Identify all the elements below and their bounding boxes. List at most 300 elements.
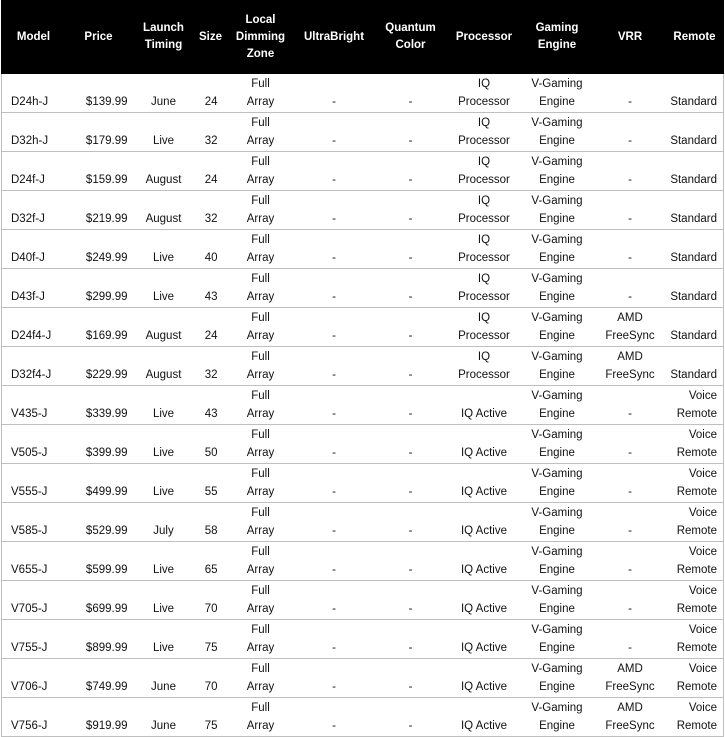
table-row: [2, 308, 724, 347]
cell-remote: [666, 230, 724, 269]
cell-vrr-line: -: [628, 642, 632, 654]
cell-local-dimming-zone-line: Array: [246, 525, 275, 537]
cell-model: D32h-J: [2, 113, 66, 152]
cell-quantum-color: -: [373, 347, 449, 386]
cell-launch-timing: June: [132, 698, 196, 737]
cell-size: 24: [196, 74, 226, 113]
cell-remote-line: Voice: [688, 663, 717, 675]
cell-processor-line: Processor: [458, 330, 510, 342]
cell-remote-line: Remote: [676, 681, 717, 693]
cell-processor-line: Processor: [458, 291, 510, 303]
cell-processor-line: Processor: [458, 174, 510, 186]
cell-processor-line: IQ: [477, 78, 491, 90]
cell-gaming-engine: [520, 386, 595, 425]
cell-vrr: [595, 503, 666, 542]
cell-size: 70: [196, 581, 226, 620]
header-model: Model: [2, 1, 66, 74]
cell-launch-timing: June: [132, 659, 196, 698]
cell-vrr-line: -: [628, 564, 632, 576]
cell-model: V585-J: [2, 503, 66, 542]
cell-price: $219.99: [66, 191, 132, 230]
cell-remote-line: Voice: [688, 702, 717, 714]
cell-local-dimming-zone-line: Array: [246, 252, 275, 264]
cell-vrr: [595, 386, 666, 425]
cell-remote-line: Voice: [688, 429, 717, 441]
cell-processor: [449, 230, 520, 269]
cell-gaming-engine-line: Engine: [539, 369, 575, 381]
table-row: [2, 620, 724, 659]
cell-remote-line: Remote: [676, 720, 717, 732]
header-vrr: VRR: [595, 1, 666, 74]
cell-launch-timing: Live: [132, 581, 196, 620]
cell-price: $529.99: [66, 503, 132, 542]
cell-local-dimming-zone-line: Full: [251, 390, 270, 402]
cell-processor-line: IQ: [477, 156, 491, 168]
cell-quantum-color: -: [373, 464, 449, 503]
cell-ultrabright: -: [296, 191, 373, 230]
cell-gaming-engine: [520, 191, 595, 230]
cell-local-dimming-zone: [226, 113, 296, 152]
cell-processor-line: IQ: [477, 117, 491, 129]
cell-gaming-engine-line: V-Gaming: [531, 78, 583, 90]
cell-remote: [666, 269, 724, 308]
cell-local-dimming-zone-line: Full: [251, 156, 270, 168]
table-row: [2, 191, 724, 230]
cell-size: 24: [196, 152, 226, 191]
cell-quantum-color: -: [373, 74, 449, 113]
cell-processor-line: IQ Active: [460, 681, 508, 693]
table-row: [2, 581, 724, 620]
cell-gaming-engine-line: Engine: [539, 96, 575, 108]
cell-vrr-line: -: [628, 174, 632, 186]
cell-remote-line: Voice: [688, 585, 717, 597]
cell-price: $919.99: [66, 698, 132, 737]
cell-gaming-engine: [520, 464, 595, 503]
cell-gaming-engine-line: Engine: [539, 252, 575, 264]
cell-processor-line: IQ Active: [460, 564, 508, 576]
cell-gaming-engine-line: Engine: [539, 681, 575, 693]
cell-vrr-line: -: [628, 525, 632, 537]
cell-processor: [449, 347, 520, 386]
cell-processor-line: IQ: [477, 273, 491, 285]
cell-processor-line: IQ Active: [460, 447, 508, 459]
cell-model: V655-J: [2, 542, 66, 581]
table-row: [2, 386, 724, 425]
cell-remote-line: Remote: [676, 486, 717, 498]
cell-quantum-color: -: [373, 581, 449, 620]
cell-local-dimming-zone: [226, 464, 296, 503]
cell-local-dimming-zone-line: Array: [246, 174, 275, 186]
cell-local-dimming-zone-line: Array: [246, 330, 275, 342]
cell-quantum-color: -: [373, 620, 449, 659]
header-quantum-color: Quantum Color: [373, 1, 449, 74]
cell-ultrabright: -: [296, 113, 373, 152]
cell-local-dimming-zone-line: Array: [246, 486, 275, 498]
table-row: [2, 464, 724, 503]
cell-model: V435-J: [2, 386, 66, 425]
cell-vrr: [595, 269, 666, 308]
header-size: Size: [196, 1, 226, 74]
cell-remote: [666, 620, 724, 659]
cell-ultrabright: -: [296, 581, 373, 620]
cell-gaming-engine-line: V-Gaming: [531, 156, 583, 168]
cell-local-dimming-zone: [226, 620, 296, 659]
cell-gaming-engine-line: Engine: [539, 291, 575, 303]
cell-vrr-line: FreeSync: [605, 369, 655, 381]
cell-gaming-engine-line: V-Gaming: [531, 195, 583, 207]
cell-size: 43: [196, 269, 226, 308]
cell-remote-line: Voice: [688, 546, 717, 558]
cell-gaming-engine: [520, 581, 595, 620]
cell-remote-line: Standard: [670, 291, 717, 303]
cell-local-dimming-zone-line: Full: [251, 78, 270, 90]
cell-launch-timing: Live: [132, 269, 196, 308]
cell-launch-timing: July: [132, 503, 196, 542]
cell-vrr-line: AMD: [617, 702, 643, 714]
cell-vrr: [595, 347, 666, 386]
cell-remote-line: Remote: [676, 603, 717, 615]
cell-gaming-engine-line: Engine: [539, 525, 575, 537]
cell-vrr-line: FreeSync: [605, 720, 655, 732]
table-row: [2, 542, 724, 581]
cell-price: $339.99: [66, 386, 132, 425]
cell-remote: [666, 542, 724, 581]
cell-quantum-color: -: [373, 386, 449, 425]
cell-size: 55: [196, 464, 226, 503]
cell-gaming-engine-line: V-Gaming: [531, 507, 583, 519]
product-spec-table: [1, 0, 724, 737]
cell-price: $249.99: [66, 230, 132, 269]
cell-processor-line: IQ: [477, 312, 491, 324]
cell-local-dimming-zone-line: Array: [246, 642, 275, 654]
cell-gaming-engine-line: Engine: [539, 564, 575, 576]
cell-size: 40: [196, 230, 226, 269]
cell-ultrabright: -: [296, 152, 373, 191]
cell-vrr-line: -: [628, 213, 632, 225]
cell-vrr: [595, 698, 666, 737]
cell-launch-timing: Live: [132, 425, 196, 464]
cell-local-dimming-zone: [226, 386, 296, 425]
cell-model: V505-J: [2, 425, 66, 464]
cell-quantum-color: -: [373, 542, 449, 581]
cell-ultrabright: -: [296, 347, 373, 386]
cell-gaming-engine-line: Engine: [539, 330, 575, 342]
header-ultrabright: UltraBright: [296, 1, 373, 74]
cell-launch-timing: Live: [132, 113, 196, 152]
cell-gaming-engine-line: V-Gaming: [531, 546, 583, 558]
cell-local-dimming-zone: [226, 269, 296, 308]
cell-gaming-engine: [520, 269, 595, 308]
cell-local-dimming-zone-line: Full: [251, 585, 270, 597]
cell-processor-line: IQ Active: [460, 642, 508, 654]
cell-remote-line: Remote: [676, 447, 717, 459]
cell-local-dimming-zone-line: Full: [251, 351, 270, 363]
cell-remote-line: Voice: [688, 624, 717, 636]
cell-processor-line: IQ Active: [460, 525, 508, 537]
cell-launch-timing: August: [132, 152, 196, 191]
cell-vrr: [595, 191, 666, 230]
cell-processor: [449, 191, 520, 230]
cell-local-dimming-zone: [226, 581, 296, 620]
cell-gaming-engine: [520, 347, 595, 386]
cell-gaming-engine: [520, 542, 595, 581]
table-header-row: [2, 1, 724, 74]
table-row: [2, 347, 724, 386]
cell-vrr: [595, 620, 666, 659]
cell-price: $229.99: [66, 347, 132, 386]
cell-launch-timing: August: [132, 191, 196, 230]
cell-remote: [666, 698, 724, 737]
header-local-dimming-zone: Local Dimming Zone: [226, 1, 296, 74]
cell-local-dimming-zone-line: Array: [246, 720, 275, 732]
cell-processor-line: IQ Active: [460, 486, 508, 498]
cell-quantum-color: -: [373, 113, 449, 152]
cell-gaming-engine: [520, 152, 595, 191]
cell-local-dimming-zone-line: Array: [246, 603, 275, 615]
cell-size: 70: [196, 659, 226, 698]
cell-model: D32f-J: [2, 191, 66, 230]
cell-ultrabright: -: [296, 542, 373, 581]
cell-vrr-line: -: [628, 603, 632, 615]
cell-price: $499.99: [66, 464, 132, 503]
cell-local-dimming-zone: [226, 152, 296, 191]
cell-local-dimming-zone: [226, 425, 296, 464]
cell-remote: [666, 191, 724, 230]
cell-processor-line: Processor: [458, 135, 510, 147]
cell-launch-timing: June: [132, 74, 196, 113]
cell-quantum-color: -: [373, 659, 449, 698]
cell-remote: [666, 659, 724, 698]
cell-local-dimming-zone-line: Full: [251, 117, 270, 129]
table-row: [2, 74, 724, 113]
cell-processor-line: IQ: [477, 234, 491, 246]
cell-gaming-engine-line: Engine: [539, 720, 575, 732]
cell-vrr: [595, 464, 666, 503]
header-launch-timing: Launch Timing: [132, 1, 196, 74]
cell-processor: [449, 698, 520, 737]
cell-local-dimming-zone: [226, 230, 296, 269]
cell-local-dimming-zone-line: Array: [246, 369, 275, 381]
cell-gaming-engine-line: V-Gaming: [531, 468, 583, 480]
cell-ultrabright: -: [296, 698, 373, 737]
cell-size: 32: [196, 191, 226, 230]
cell-remote: [666, 581, 724, 620]
cell-gaming-engine: [520, 425, 595, 464]
cell-vrr: [595, 581, 666, 620]
cell-vrr-line: AMD: [617, 312, 643, 324]
cell-local-dimming-zone-line: Full: [251, 273, 270, 285]
cell-gaming-engine-line: Engine: [539, 603, 575, 615]
cell-quantum-color: -: [373, 269, 449, 308]
table-row: [2, 152, 724, 191]
cell-local-dimming-zone-line: Array: [246, 213, 275, 225]
cell-vrr-line: -: [628, 96, 632, 108]
cell-vrr: [595, 113, 666, 152]
cell-local-dimming-zone: [226, 698, 296, 737]
cell-ultrabright: -: [296, 620, 373, 659]
cell-gaming-engine-line: V-Gaming: [531, 702, 583, 714]
cell-remote-line: Remote: [676, 564, 717, 576]
cell-vrr-line: -: [628, 408, 632, 420]
cell-gaming-engine-line: Engine: [539, 213, 575, 225]
cell-vrr: [595, 425, 666, 464]
cell-gaming-engine-line: V-Gaming: [531, 429, 583, 441]
cell-remote: [666, 113, 724, 152]
cell-gaming-engine-line: Engine: [539, 174, 575, 186]
cell-local-dimming-zone: [226, 503, 296, 542]
cell-remote-line: Standard: [670, 174, 717, 186]
header-gaming-engine: Gaming Engine: [520, 1, 595, 74]
cell-remote-line: Voice: [688, 507, 717, 519]
cell-vrr-line: -: [628, 135, 632, 147]
cell-gaming-engine: [520, 230, 595, 269]
cell-processor: [449, 620, 520, 659]
cell-vrr: [595, 74, 666, 113]
cell-gaming-engine-line: Engine: [539, 447, 575, 459]
cell-local-dimming-zone-line: Full: [251, 195, 270, 207]
cell-local-dimming-zone: [226, 74, 296, 113]
cell-local-dimming-zone-line: Full: [251, 234, 270, 246]
cell-size: 32: [196, 347, 226, 386]
cell-gaming-engine: [520, 113, 595, 152]
cell-processor-line: IQ: [477, 195, 491, 207]
cell-gaming-engine-line: V-Gaming: [531, 351, 583, 363]
cell-processor-line: IQ: [477, 351, 491, 363]
cell-model: D24h-J: [2, 74, 66, 113]
cell-quantum-color: -: [373, 152, 449, 191]
cell-processor: [449, 581, 520, 620]
cell-vrr-line: FreeSync: [605, 681, 655, 693]
cell-local-dimming-zone: [226, 347, 296, 386]
cell-gaming-engine: [520, 503, 595, 542]
cell-processor-line: IQ Active: [460, 603, 508, 615]
cell-remote-line: Remote: [676, 525, 717, 537]
table-row: [2, 113, 724, 152]
cell-remote-line: Standard: [670, 252, 717, 264]
cell-model: V706-J: [2, 659, 66, 698]
cell-processor: [449, 425, 520, 464]
cell-ultrabright: -: [296, 464, 373, 503]
cell-quantum-color: -: [373, 191, 449, 230]
cell-gaming-engine-line: V-Gaming: [531, 663, 583, 675]
cell-model: V555-J: [2, 464, 66, 503]
cell-model: D24f-J: [2, 152, 66, 191]
cell-local-dimming-zone-line: Full: [251, 507, 270, 519]
cell-model: D32f4-J: [2, 347, 66, 386]
cell-gaming-engine-line: V-Gaming: [531, 234, 583, 246]
cell-vrr: [595, 308, 666, 347]
cell-size: 65: [196, 542, 226, 581]
header-processor: Processor: [449, 1, 520, 74]
cell-price: $159.99: [66, 152, 132, 191]
cell-processor: [449, 74, 520, 113]
cell-remote-line: Standard: [670, 369, 717, 381]
cell-remote: [666, 464, 724, 503]
table-row: [2, 230, 724, 269]
cell-launch-timing: Live: [132, 464, 196, 503]
cell-vrr-line: -: [628, 447, 632, 459]
cell-remote: [666, 386, 724, 425]
cell-model: D43f-J: [2, 269, 66, 308]
cell-local-dimming-zone: [226, 191, 296, 230]
cell-local-dimming-zone-line: Full: [251, 468, 270, 480]
cell-ultrabright: -: [296, 386, 373, 425]
cell-remote-line: Voice: [688, 468, 717, 480]
table-row: [2, 269, 724, 308]
cell-gaming-engine: [520, 698, 595, 737]
cell-ultrabright: -: [296, 308, 373, 347]
cell-ultrabright: -: [296, 74, 373, 113]
cell-size: 32: [196, 113, 226, 152]
cell-remote-line: Standard: [670, 135, 717, 147]
cell-vrr-line: -: [628, 252, 632, 264]
cell-price: $599.99: [66, 542, 132, 581]
header-price: Price: [66, 1, 132, 74]
cell-ultrabright: -: [296, 269, 373, 308]
cell-price: $139.99: [66, 74, 132, 113]
cell-ultrabright: -: [296, 659, 373, 698]
cell-size: 24: [196, 308, 226, 347]
cell-gaming-engine-line: V-Gaming: [531, 117, 583, 129]
cell-gaming-engine: [520, 620, 595, 659]
cell-remote: [666, 308, 724, 347]
cell-remote: [666, 152, 724, 191]
table-body: [2, 74, 724, 737]
cell-model: V755-J: [2, 620, 66, 659]
cell-local-dimming-zone: [226, 308, 296, 347]
cell-model: V756-J: [2, 698, 66, 737]
cell-size: 75: [196, 620, 226, 659]
cell-gaming-engine: [520, 308, 595, 347]
cell-model: V705-J: [2, 581, 66, 620]
cell-local-dimming-zone-line: Array: [246, 564, 275, 576]
cell-gaming-engine-line: Engine: [539, 408, 575, 420]
cell-local-dimming-zone-line: Full: [251, 702, 270, 714]
cell-remote-line: Standard: [670, 330, 717, 342]
table-row: [2, 503, 724, 542]
cell-local-dimming-zone-line: Array: [246, 408, 275, 420]
cell-vrr-line: -: [628, 291, 632, 303]
cell-model: D40f-J: [2, 230, 66, 269]
cell-processor-line: Processor: [458, 369, 510, 381]
cell-vrr: [595, 542, 666, 581]
cell-local-dimming-zone-line: Array: [246, 96, 275, 108]
cell-remote: [666, 503, 724, 542]
cell-processor: [449, 386, 520, 425]
cell-processor: [449, 542, 520, 581]
cell-price: $169.99: [66, 308, 132, 347]
cell-ultrabright: -: [296, 230, 373, 269]
cell-processor-line: IQ Active: [460, 720, 508, 732]
cell-vrr-line: AMD: [617, 663, 643, 675]
cell-launch-timing: August: [132, 347, 196, 386]
cell-price: $299.99: [66, 269, 132, 308]
cell-launch-timing: Live: [132, 542, 196, 581]
cell-launch-timing: August: [132, 308, 196, 347]
cell-size: 50: [196, 425, 226, 464]
cell-remote-line: Standard: [670, 213, 717, 225]
cell-local-dimming-zone-line: Full: [251, 663, 270, 675]
cell-processor-line: IQ Active: [460, 408, 508, 420]
cell-gaming-engine-line: Engine: [539, 135, 575, 147]
cell-processor: [449, 308, 520, 347]
cell-ultrabright: -: [296, 425, 373, 464]
table-row: [2, 659, 724, 698]
cell-processor: [449, 152, 520, 191]
cell-launch-timing: Live: [132, 620, 196, 659]
cell-local-dimming-zone-line: Array: [246, 447, 275, 459]
cell-size: 75: [196, 698, 226, 737]
